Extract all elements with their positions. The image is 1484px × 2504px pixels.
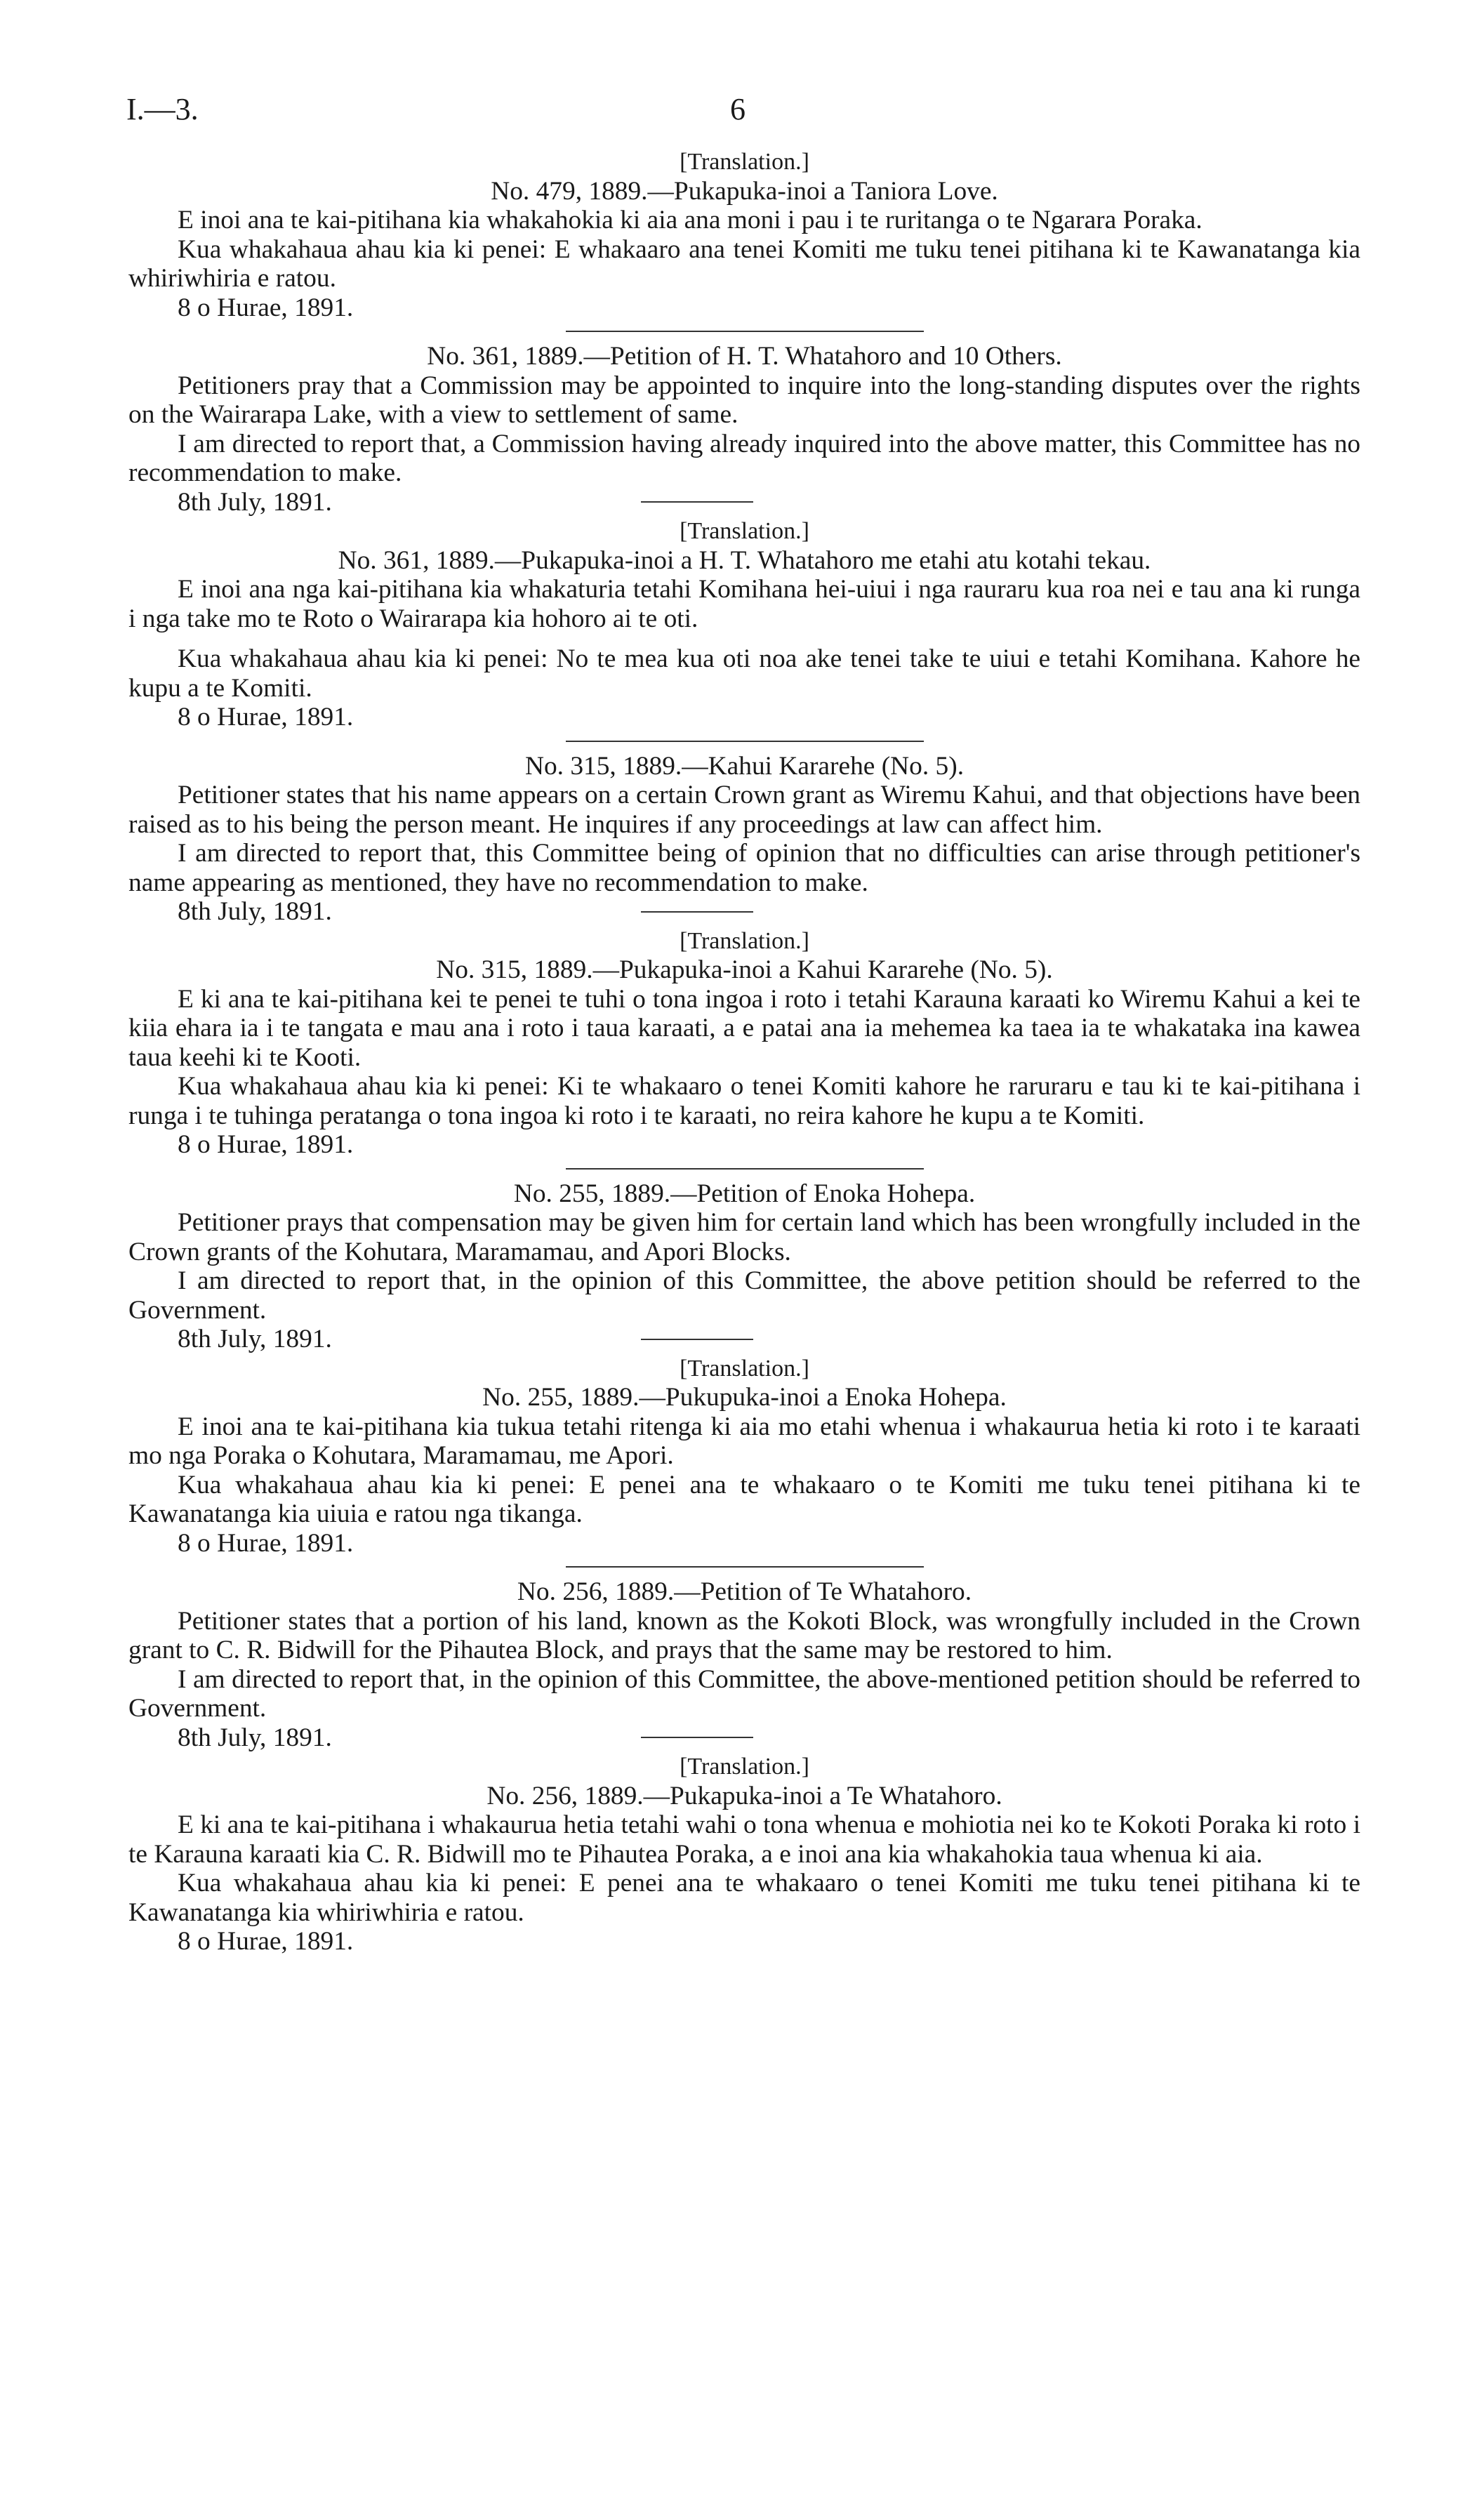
date-line: 8th July, 1891. bbox=[178, 1723, 332, 1752]
translation-label: [Translation.] bbox=[680, 1754, 809, 1780]
translation-divider bbox=[641, 911, 753, 913]
report-paragraph: I am directed to report that, a Commission having already inquired into the above matter, this Committee has no recommendation to make. bbox=[128, 429, 1360, 487]
petition-paragraph: Petitioners pray that a Commission may be appointed to inquire into the long-standing disputes over the rights on the Wairarapa Lake, with a view to settlement of same. bbox=[128, 371, 1360, 429]
section-heading: No. 255, 1889.—Petition of Enoka Hohepa. bbox=[513, 1179, 976, 1208]
section-heading: No. 479, 1889.—Pukapuka-inoi a Taniora Love. bbox=[491, 176, 998, 206]
translation-label: [Translation.] bbox=[680, 149, 809, 175]
report-paragraph: I am directed to report that, in the opinion of this Committee, the above-mentioned petition should be referred to Government. bbox=[128, 1664, 1360, 1723]
petition-paragraph: E inoi ana te kai-pitihana kia tukua tetahi ritenga ki aia mo etahi whenua i whakaurua hetia ki roto i te karaati mo nga Poraka o Kohutara, Maramamau, me Apori. bbox=[128, 1412, 1360, 1470]
section-divider bbox=[566, 1168, 924, 1170]
page-header bbox=[126, 91, 1362, 133]
translation-label: [Translation.] bbox=[680, 1355, 809, 1382]
date-line: 8 o Hurae, 1891. bbox=[178, 703, 354, 731]
report-paragraph: I am directed to report that, in the opinion of this Committee, the above petition should be referred to the Government. bbox=[128, 1266, 1360, 1325]
petition-paragraph: E ki ana te kai-pitihana kei te penei te tuhi o tona ingoa i roto i tetahi Karauna karaati ko Wiremu Kahui a kei te kiia ehara ia i te tangata e mau ana i roto i taua karaati, a e patai ana ia mehemea ka taea ia te whakataka ina kawea taua keehi ki te Kooti. bbox=[128, 984, 1360, 1072]
petition-paragraph: Petitioner states that a portion of his land, known as the Kokoti Block, was wrongfully included in the Crown grant to C. R. Bidwill for the Pihautea Block, and prays that the same may be restored to him. bbox=[128, 1606, 1360, 1664]
section-heading: No. 361, 1889.—Petition of H. T. Whatahoro and 10 Others. bbox=[427, 342, 1062, 371]
section-heading: No. 256, 1889.—Petition of Te Whatahoro. bbox=[517, 1577, 972, 1606]
date-line: 8 o Hurae, 1891. bbox=[178, 293, 354, 322]
page-number: 6 bbox=[730, 92, 746, 126]
report-paragraph: Kua whakahaua ahau kia ki penei: Ki te whakaaro o tenei Komiti kahore he raruraru e tau ki te kai-pitihana i runga i te tuhinga peratanga o tona ingoa ki roto i te karaati, no reira kahore he kupu a te Komiti. bbox=[128, 1072, 1360, 1130]
date-line: 8 o Hurae, 1891. bbox=[178, 1927, 354, 1956]
translation-label: [Translation.] bbox=[680, 927, 809, 954]
section-divider bbox=[566, 741, 924, 742]
report-paragraph: Kua whakahaua ahau kia ki penei: No te mea kua oti noa ake tenei take te uiui e tetahi Komihana. Kahore he kupu a te Komiti. bbox=[128, 644, 1360, 703]
petition-section bbox=[128, 752, 1360, 927]
translation-divider bbox=[641, 501, 753, 503]
date-line: 8 o Hurae, 1891. bbox=[178, 1528, 354, 1558]
petition-section bbox=[128, 1752, 1360, 1956]
date-line: 8th July, 1891. bbox=[178, 1325, 332, 1353]
section-heading: No. 255, 1889.—Pukupuka-inoi a Enoka Hohepa. bbox=[482, 1383, 1007, 1412]
petition-paragraph: E ki ana te kai-pitihana i whakaurua hetia tetahi wahi o tona whenua e mohiotia nei ko te Kokoti Poraka ki roto i te Karauna karaati kia C. R. Bidwill mo te Pihautea Poraka, a e inoi ana kia whakahokia taua whenua ki aia. bbox=[128, 1810, 1360, 1869]
report-paragraph: Kua whakahaua ahau kia ki penei: E penei ana te whakaaro o te Komiti me tuku tenei pitihana ki te Kawanatanga kia uiuia e ratou nga tikanga. bbox=[128, 1470, 1360, 1528]
section-heading: No. 361, 1889.—Pukapuka-inoi a H. T. Whatahoro me etahi atu kotahi tekau. bbox=[338, 545, 1151, 575]
petition-section bbox=[128, 1354, 1360, 1558]
petition-section bbox=[128, 927, 1360, 1160]
petition-section bbox=[128, 517, 1360, 732]
petition-section bbox=[128, 147, 1360, 322]
translation-divider bbox=[641, 1339, 753, 1340]
document-body bbox=[128, 147, 1360, 1956]
document-reference: I.—3. bbox=[126, 92, 199, 126]
date-line: 8th July, 1891. bbox=[178, 487, 332, 517]
petition-section bbox=[128, 342, 1360, 517]
translation-label: [Translation.] bbox=[680, 518, 809, 544]
date-line: 8 o Hurae, 1891. bbox=[178, 1130, 354, 1159]
petition-section bbox=[128, 1577, 1360, 1752]
section-divider bbox=[566, 1566, 924, 1568]
section-heading: No. 315, 1889.—Kahui Kararehe (No. 5). bbox=[524, 751, 965, 781]
date-line: 8th July, 1891. bbox=[178, 897, 332, 926]
section-heading: No. 256, 1889.—Pukapuka-inoi a Te Whatahoro. bbox=[486, 1781, 1002, 1810]
translation-divider bbox=[641, 1737, 753, 1738]
section-heading: No. 315, 1889.—Pukapuka-inoi a Kahui Kararehe (No. 5). bbox=[436, 955, 1053, 984]
petition-paragraph: Petitioner prays that compensation may be given him for certain land which has been wrongfully included in the Crown grants of the Kohutara, Maramamau, and Apori Blocks. bbox=[128, 1208, 1360, 1266]
petition-paragraph: Petitioner states that his name appears on a certain Crown grant as Wiremu Kahui, and that objections have been raised as to his being the person meant. He inquires if any proceedings at law can affect him. bbox=[128, 781, 1360, 839]
petition-section bbox=[128, 1179, 1360, 1354]
section-divider bbox=[566, 331, 924, 332]
report-paragraph: Kua whakahaua ahau kia ki penei: E penei ana te whakaaro o tenei Komiti me tuku tenei pitihana ki te Kawanatanga kia whiriwhiria e ratou. bbox=[128, 1869, 1360, 1927]
report-paragraph: Kua whakahaua ahau kia ki penei: E whakaaro ana tenei Komiti me tuku tenei pitihana ki te Kawanatanga kia whiriwhiria e ratou. bbox=[128, 234, 1360, 293]
petition-paragraph: E inoi ana te kai-pitihana kia whakahokia ki aia ana moni i pau i te ruritanga o te Ngarara Poraka. bbox=[178, 206, 1203, 234]
report-paragraph: I am directed to report that, this Committee being of opinion that no difficulties can arise through petitioner's name appearing as mentioned, they have no recommendation to make. bbox=[128, 839, 1360, 897]
petition-paragraph: E inoi ana nga kai-pitihana kia whakaturia tetahi Komihana hei-uiui i nga rauraru kua roa nei e tau ana ki runga i nga take mo te Roto o Wairarapa kia hohoro ai te oti. bbox=[128, 575, 1360, 633]
